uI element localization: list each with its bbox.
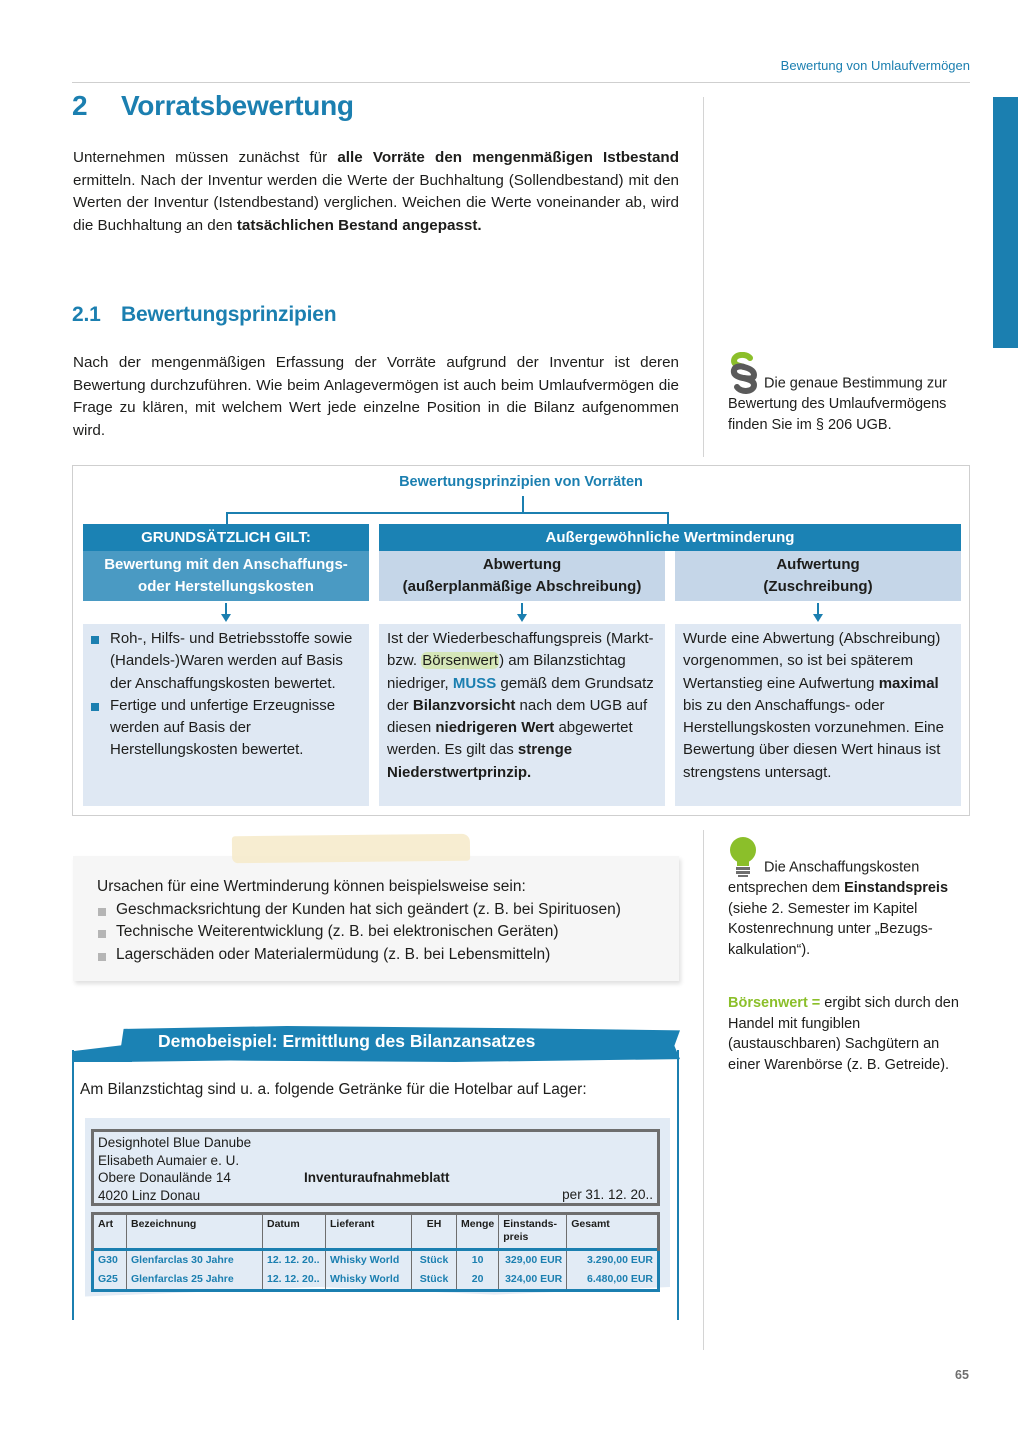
cell-datum: 12. 12. 20.. [263,1270,326,1291]
company-line: 4020 Linz Donau [98,1187,201,1203]
valuation-principles-diagram [72,465,970,816]
wd-text-3: gemäß dem Grundsatz der [387,674,654,714]
cost-valuation-box [83,551,369,601]
col-datum: Datum [263,1214,326,1250]
cause-item: Lagerschäden oder Materialermüdung (z. B. bei Lebensmitteln) [97,944,621,967]
basic-rule-header: GRUNDSÄTZLICH GILT: [83,524,369,551]
cost-valuation-line1: Bewertung mit den Anschaffungs- [104,556,348,573]
col-art: Art [98,1218,114,1230]
intro-text-2: ermitteln. Nach der Inventur werden die Werte der Buchhaltung (Sollendbestand) mit den Werten der Inventur (Istendbestand) verglichen. Weichen die Werte voneinander ab, wird die Buchhaltung an den [73,171,679,234]
cell-bezeichnung: Glenfarclas 25 Jahre [127,1270,263,1291]
boersenwert-highlight: Börsenwert [422,652,499,670]
wu-text-1: Wurde eine Abwertung (Abschreibung) vorgenommen, so ist bei späterem Wertanstieg eine Aufwertung [683,630,941,692]
chapter-number: 2 [72,90,88,121]
diagram-title: Bewertungsprinzipien von Vorräten [399,474,643,490]
wu-bold-1: maximal [878,674,939,692]
wd-text-2: ) am Bilanzstichtag niedriger, [387,652,626,692]
cell-gesamt: 6.480,00 EUR [567,1270,659,1291]
definition-term: Börsenwert = [728,995,821,1011]
table-header-row [93,1214,659,1250]
impairment-causes-card [73,856,679,981]
section-title: Bewertungsprinzipien [121,303,337,326]
chapter-side-tab [993,97,1018,348]
connector-vertical [522,496,524,513]
cell-einstandspreis: 329,00 EUR [499,1250,567,1271]
col-lieferant: Lieferant [326,1214,412,1250]
definition-note [728,993,973,1075]
write-up-details [675,624,961,806]
wd-bold-2: niedrigeren Wert [435,719,555,737]
inventory-sheet-title: Inventuraufnahmeblatt [304,1170,450,1185]
cell-datum: 12. 12. 20.. [263,1250,326,1271]
cause-item: Technische Weiterentwicklung (z. B. bei elektronischen Geräten) [97,921,621,944]
col-menge: Menge [457,1214,499,1250]
company-line: Designhotel Blue Danube [98,1135,252,1150]
intro-text-1: Unternehmen müssen zunächst für [73,149,338,166]
intro-bold-1: alle Vorräte den mengenmäßigen Istbestand [337,149,679,166]
col-eh: EH [412,1214,457,1250]
inventory-date: per 31. 12. 20.. [562,1187,653,1202]
inventory-sheet-header [91,1129,660,1206]
demo-title: Demobeispiel: Ermittlung des Bilanzansatzes [158,1031,536,1051]
tip-text-2: (siehe 2. Semester im Kapitel Kostenrechnung unter „Bezugs-kalkulation“). [728,900,933,958]
write-up-line2: (Zuschreibung) [763,578,873,595]
connector-left-drop [226,512,228,524]
write-down-details [379,624,665,806]
connector-horizontal [226,512,669,514]
cell-eh: Stück [412,1270,457,1291]
cell-gesamt: 3.290,00 EUR [567,1250,659,1271]
wd-text-5: abgewertet werden. Es gilt das [387,719,633,759]
write-down-box [379,551,665,601]
causes-lead: Ursachen für eine Wertminderung können beispielsweise sein: [97,878,526,895]
wd-text-4: nach dem UGB auf diesen [387,696,648,737]
law-note [728,352,973,435]
running-head: Bewertung von Umlaufvermögen [780,58,970,73]
cell-eh: Stück [412,1250,457,1271]
wu-text-2: bis zu den Anschaffungs- oder Herstellungskosten vorzunehmen. Eine Bewertung über diesen Wert hinaus ist strengstens untersagt. [683,696,944,781]
write-up-box [675,551,961,601]
cell-lieferant: Whisky World [326,1270,412,1291]
cause-item: Geschmacksrichtung der Kunden hat sich geändert (z. B. bei Spirituosen) [97,899,621,922]
wd-bold-3: strenge Niederstwertprinzip. [387,741,573,781]
lightbulb-icon [728,836,760,878]
tip-note [728,836,973,960]
intro-bold-2: tatsächlichen Bestand angepasst. [236,216,482,234]
paragraph-sign-icon [728,352,760,394]
cell-lieferant: Whisky World [326,1250,412,1271]
law-note-text: Die genaue Bestimmung zur Bewertung des Umlaufvermögens finden Sie im § 206 UGB. [728,375,947,433]
write-down-line2: (außerplanmäßige Abschreibung) [402,578,642,595]
company-line: Obere Donaulände 14 [98,1170,231,1185]
bullet-item: Roh-, Hilfs- und Betriebsstoffe sowie (Handels-)Waren werden auf Basis der Anschaffungskosten bewertet. [83,628,361,695]
col-gesamt: Gesamt [567,1214,659,1250]
section-heading [72,303,336,327]
col-einstandspreis: Einstands-preis [499,1214,567,1250]
cost-valuation-line2: oder Herstellungskosten [138,578,314,595]
table-row [93,1250,659,1271]
chapter-intro [73,147,679,237]
wd-bold-1: Bilanzvorsicht [412,696,516,714]
section-number: 2.1 [72,303,101,326]
cell-einstandspreis: 324,00 EUR [499,1270,567,1291]
column-divider-top [703,97,704,457]
wd-text-1: Ist der Wiederbeschaffungspreis (Markt- bzw. [387,630,654,670]
cost-valuation-details [83,624,369,806]
header-rule [72,82,970,83]
bullet-item: Fertige und unfertige Erzeugnisse werden auf Basis der Herstellungskosten bewertet. [83,695,361,762]
cell-art: G30 [98,1254,118,1266]
company-line: Elisabeth Aumaier e. U. [98,1152,240,1168]
section-body: Nach der mengenmäßigen Erfassung der Vorräte aufgrund der Inventur ist deren Bewertung durchzuführen. Wie beim Anlagevermögen ist auch beim Umlaufvermögen die Frage zu klären, mit welchem Wert jede einzelne Position in die Bilanz aufgenommen wird. [73,354,679,439]
chapter-title: Vorratsbewertung [121,90,354,121]
chapter-heading [72,90,354,122]
muss-emphasis: MUSS [452,674,497,692]
cell-menge: 10 [457,1250,499,1271]
cell-menge: 20 [457,1270,499,1291]
demo-intro: Am Bilanzstichtag sind u. a. folgende Getränke für die Hotelbar auf Lager: [80,1081,587,1098]
column-divider-bottom [703,830,704,1350]
write-up-line1: Aufwertung [776,556,860,573]
inventory-table [91,1212,660,1292]
definition-text: ergibt sich durch den Handel mit fungiblen (austauschbaren) Sachgütern an einer Warenbörse (z. B. Getreide). [728,995,959,1073]
connector-right-drop [667,512,669,524]
tip-text-1: Die Anschaffungskosten entsprechen dem [728,859,920,896]
write-down-line1: Abwertung [482,556,562,573]
table-row [93,1270,659,1291]
tip-bold: Einstandspreis [844,880,949,896]
tape-decoration [232,834,470,863]
page-number: 65 [955,1368,969,1382]
col-bezeichnung: Bezeichnung [127,1214,263,1250]
extraordinary-impairment-header: Außergewöhnliche Wertminderung [379,524,961,551]
cell-art: G25 [98,1273,118,1285]
cell-bezeichnung: Glenfarclas 30 Jahre [127,1250,263,1271]
